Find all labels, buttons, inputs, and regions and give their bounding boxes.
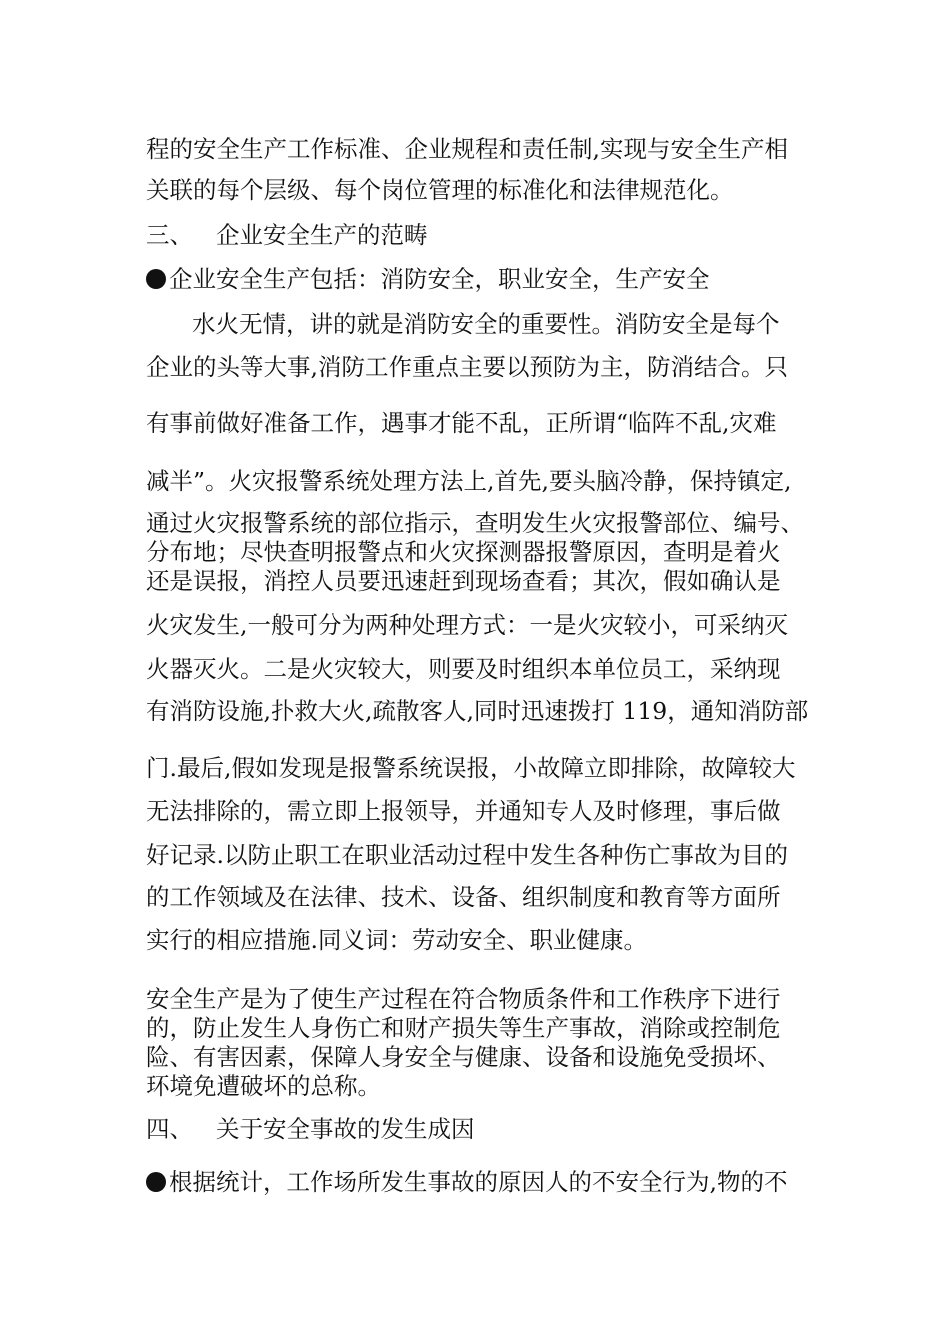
- bullet-icon: [146, 1172, 166, 1192]
- section-number: 三、: [146, 221, 193, 249]
- section-number: 四、: [146, 1115, 193, 1143]
- paragraph-line: 无法排除的，需立即上报领导，并通知专人及时修理，事后做: [146, 797, 781, 825]
- paragraph-line: 有消防设施,扑救大火,疏散客人,同时迅速拨打 119，通知消防部: [146, 697, 809, 725]
- paragraph-line: 的工作领域及在法律、技术、设备、组织制度和教育等方面所: [146, 883, 781, 911]
- paragraph-line: 环境免遭破坏的总称。: [146, 1072, 381, 1100]
- section-title: 关于安全事故的发生成因: [216, 1115, 475, 1143]
- paragraph-line: 火灾发生,一般可分为两种处理方式：一是火灾较小，可采纳灭: [146, 611, 788, 639]
- bullet-item: [146, 1167, 787, 1197]
- paragraph-line: 通过火灾报警系统的部位指示，查明发生火灾报警部位、编号、: [146, 509, 804, 537]
- paragraph-line: 有事前做好准备工作，遇事才能不乱，正所谓“临阵不乱,灾难: [146, 409, 777, 437]
- paragraph-line: 实行的相应措施.同义词：劳动安全、职业健康。: [146, 926, 647, 954]
- paragraph-line: 安全生产是为了使生产过程在符合物质条件和工作秩序下进行: [146, 985, 781, 1013]
- section-title: 企业安全生产的范畴: [216, 221, 428, 249]
- bullet-text: 企业安全生产包括：消防安全，职业安全，生产安全: [169, 265, 710, 293]
- section-heading-3: [146, 220, 428, 250]
- bullet-text: 根据统计，工作场所发生事故的原因人的不安全行为,物的不: [169, 1168, 788, 1196]
- paragraph-line: 分布地；尽快查明报警点和火灾探测器报警原因，查明是着火: [146, 538, 781, 566]
- paragraph-line: 水火无情，讲的就是消防安全的重要性。消防安全是每个: [192, 310, 780, 338]
- bullet-item: [146, 264, 710, 294]
- paragraph-line: 门.最后,假如发现是报警系统误报，小故障立即排除，故障较大: [146, 754, 796, 782]
- section-heading-4: [146, 1114, 475, 1144]
- paragraph-line: 险、有害因素，保障人身安全与健康、设备和设施免受损坏、: [146, 1043, 781, 1071]
- paragraph-line: 减半”。火灾报警系统处理方法上,首先,要头脑冷静，保持镇定,: [146, 467, 792, 495]
- paragraph-line: 火器灭火。二是火灾较大，则要及时组织本单位员工，采纳现: [146, 655, 781, 683]
- paragraph-line: 企业的头等大事,消防工作重点主要以预防为主，防消结合。只: [146, 353, 788, 381]
- text-line: 关联的每个层级、每个岗位管理的标准化和法律规范化。: [146, 176, 734, 204]
- paragraph-line: 还是误报，消控人员要迅速赶到现场查看；其次，假如确认是: [146, 567, 781, 595]
- paragraph-line: 的，防止发生人身伤亡和财产损失等生产事故，消除或控制危: [146, 1014, 781, 1042]
- paragraph-line: 好记录.以防止职工在职业活动过程中发生各种伤亡事故为目的: [146, 841, 788, 869]
- bullet-icon: [146, 269, 166, 289]
- text-line: 程的安全生产工作标准、企业规程和责任制,实现与安全生产相: [146, 135, 788, 163]
